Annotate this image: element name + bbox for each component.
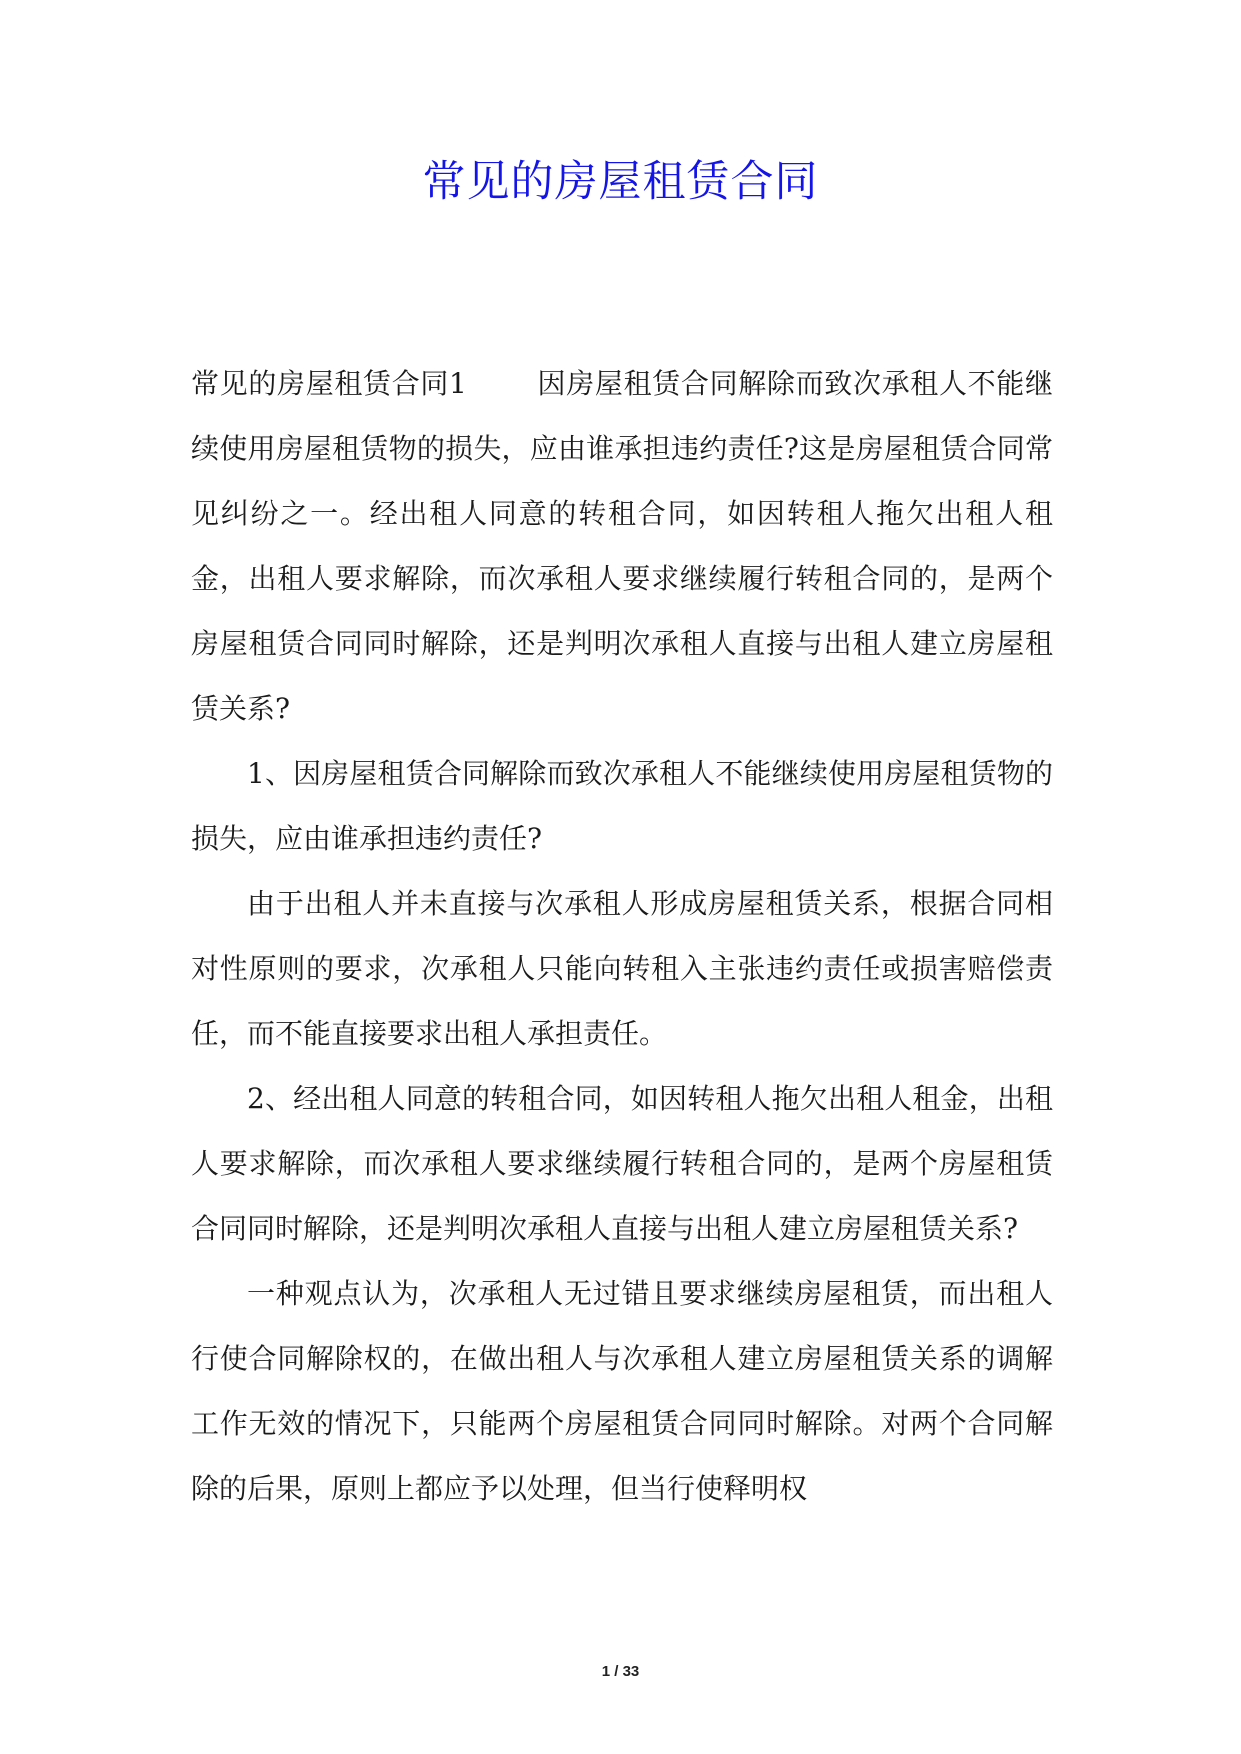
paragraph-3: 由于出租人并未直接与次承租人形成房屋租赁关系，根据合同相对性原则的要求，次承租人只能向转租入主张违约责任或损害赔偿责任，而不能直接要求出租人承担责任。: [191, 887, 1053, 1050]
paragraph-5: 一种观点认为，次承租人无过错且要求继续房屋租赁，而出租人行使合同解除权的，在做出租人与次承租人建立房屋租赁关系的调解工作无效的情况下，只能两个房屋租赁合同同时解除。对两个合同解除的后果，原则上都应予以处理，但当行使释明权: [191, 1277, 1053, 1505]
paragraph-1-text: 因房屋租赁合同解除而致次承租人不能继续使用房屋租赁物的损失，应由谁承担违约责任?这是房屋租赁合同常见纠纷之一。经出租人同意的转租合同，如因转租人拖欠出租人租金，出租人要求解除，而次承租人要求继续履行转租合同的，是两个房屋租赁合同同时解除，还是判明次承租人直接与出租人建立房屋租赁关系?: [191, 367, 1053, 725]
document-body: [191, 351, 1053, 1521]
paragraph-1-lead: 常见的房屋租赁合同1: [191, 367, 467, 400]
paragraph-4: 2、经出租人同意的转租合同，如因转租人拖欠出租人租金，出租人要求解除，而次承租人要求继续履行转租合同的，是两个房屋租赁合同同时解除，还是判明次承租人直接与出租人建立房屋租赁关系?: [191, 1082, 1053, 1245]
paragraph-2: 1、因房屋租赁合同解除而致次承租人不能继续使用房屋租赁物的损失，应由谁承担违约责任?: [191, 757, 1053, 855]
paragraph-1: [191, 351, 1053, 741]
page-number: 1 / 33: [601, 1663, 640, 1680]
document-title: 常见的房屋租赁合同: [422, 157, 819, 207]
